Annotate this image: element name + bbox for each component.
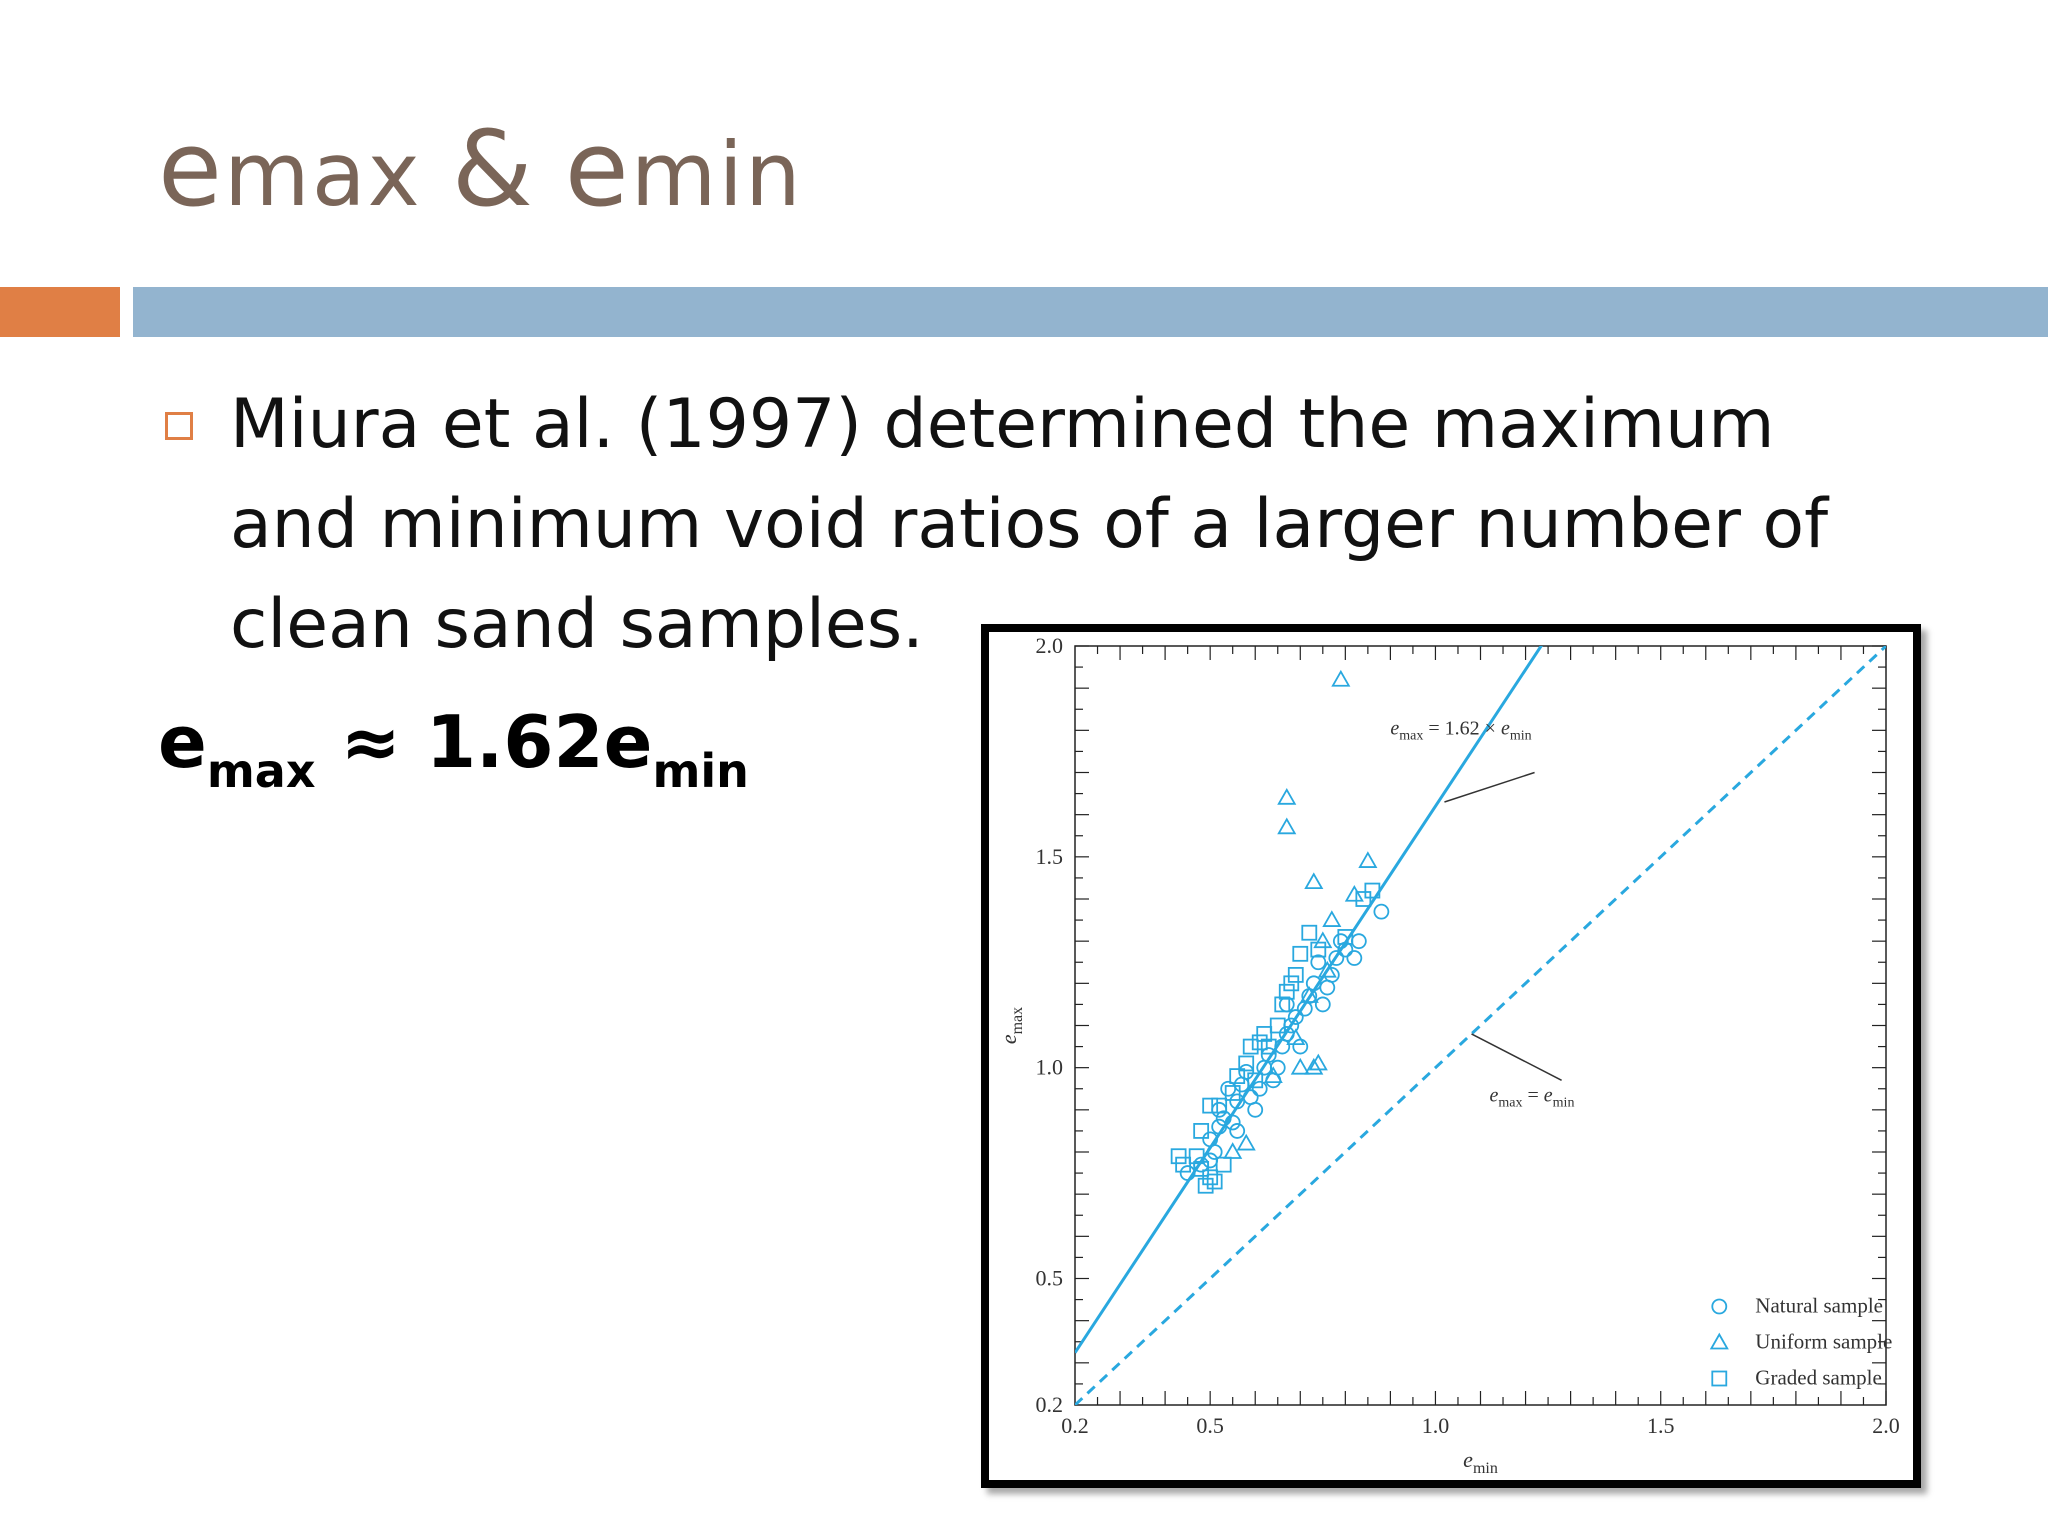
fit-line-label: $e_{max} = 1.62 \times e_{min}$: [1390, 717, 1532, 744]
circle-point: [1316, 997, 1330, 1011]
triangle-point: [1346, 887, 1362, 901]
square-point: [1194, 1124, 1208, 1138]
y-tick-label: 1.0: [1035, 1054, 1063, 1080]
formula: [158, 700, 749, 798]
legend-label: Uniform sample: [1755, 1329, 1893, 1354]
x-axis-label: $e_{min}$: [1463, 1447, 1498, 1477]
x-tick-label: 1.0: [1421, 1413, 1450, 1438]
formula-sub-max: max: [206, 744, 316, 798]
x-tick-label: 0.5: [1196, 1413, 1224, 1438]
triangle-point: [1324, 912, 1340, 926]
slide-title: [158, 108, 803, 230]
title-e1: e: [158, 108, 224, 230]
title-min: min: [630, 123, 803, 226]
x-tick-label: 2.0: [1872, 1413, 1900, 1438]
fit-line-leader: [1444, 773, 1534, 803]
square-point: [1271, 1019, 1285, 1033]
triangle-point: [1279, 819, 1295, 833]
title-max: max: [223, 123, 422, 226]
square-point: [1217, 1158, 1231, 1172]
legend-label: Graded sample: [1755, 1365, 1882, 1390]
square-point: [1253, 1035, 1267, 1049]
square-point: [1302, 926, 1316, 940]
circle-point: [1244, 1090, 1258, 1104]
y-axis-label: $e_{max}$: [996, 1006, 1026, 1045]
square-point: [1293, 947, 1307, 961]
triangle-point: [1279, 790, 1295, 804]
legend-triangle-marker: [1711, 1335, 1727, 1349]
accent-bar: [0, 287, 120, 337]
y-tick-label: 0.5: [1035, 1265, 1063, 1291]
circle-point: [1352, 934, 1366, 948]
legend-circle-marker: [1712, 1300, 1726, 1314]
triangle-point: [1306, 874, 1322, 888]
circle-point: [1293, 1040, 1307, 1054]
x-tick-label: 0.2: [1061, 1413, 1089, 1438]
y-tick-label: 2.0: [1035, 633, 1063, 658]
y-tick-label: 1.5: [1035, 843, 1063, 869]
square-point: [1199, 1179, 1213, 1193]
square-point: [1203, 1170, 1217, 1184]
legend-label: Natural sample: [1755, 1293, 1883, 1318]
square-point: [1284, 976, 1298, 990]
line-equal: [1075, 646, 1886, 1405]
chart: [981, 624, 1921, 1488]
square-point: [1203, 1099, 1217, 1113]
square-point: [1289, 968, 1303, 982]
circle-point: [1374, 905, 1388, 919]
circle-point: [1212, 1103, 1226, 1117]
title-e2: e: [564, 108, 631, 230]
square-point: [1172, 1149, 1186, 1163]
triangle-point: [1315, 933, 1331, 947]
triangle-point: [1360, 853, 1376, 867]
x-tick-label: 1.5: [1646, 1413, 1675, 1438]
bullet-text: Miura et al. (1997) determined the maximum and minimum void ratios of a larger number of clean sand samples.: [230, 385, 1829, 664]
y-tick-label: 0.2: [1035, 1392, 1063, 1417]
formula-e: e: [158, 700, 207, 784]
square-point: [1208, 1175, 1222, 1189]
circle-point: [1230, 1124, 1244, 1138]
triangle-point: [1225, 1144, 1241, 1158]
formula-approx: ≈ 1.62e: [315, 700, 653, 784]
equal-line-leader: [1471, 1034, 1561, 1080]
title-ampersand: &: [451, 108, 535, 230]
square-point: [1176, 1158, 1190, 1172]
circle-point: [1253, 1082, 1267, 1096]
circle-point: [1239, 1065, 1253, 1079]
title-rule-bar: [133, 287, 2048, 337]
triangle-point: [1333, 672, 1349, 686]
triangle-point: [1292, 1060, 1308, 1074]
circle-point: [1203, 1153, 1217, 1167]
legend-square-marker: [1712, 1372, 1726, 1386]
bullet-square-icon: [165, 412, 193, 440]
formula-sub-min: min: [652, 744, 749, 798]
square-point: [1244, 1040, 1258, 1054]
equal-line-label: $e_{max} = e_{min}$: [1489, 1084, 1575, 1111]
circle-point: [1347, 951, 1361, 965]
